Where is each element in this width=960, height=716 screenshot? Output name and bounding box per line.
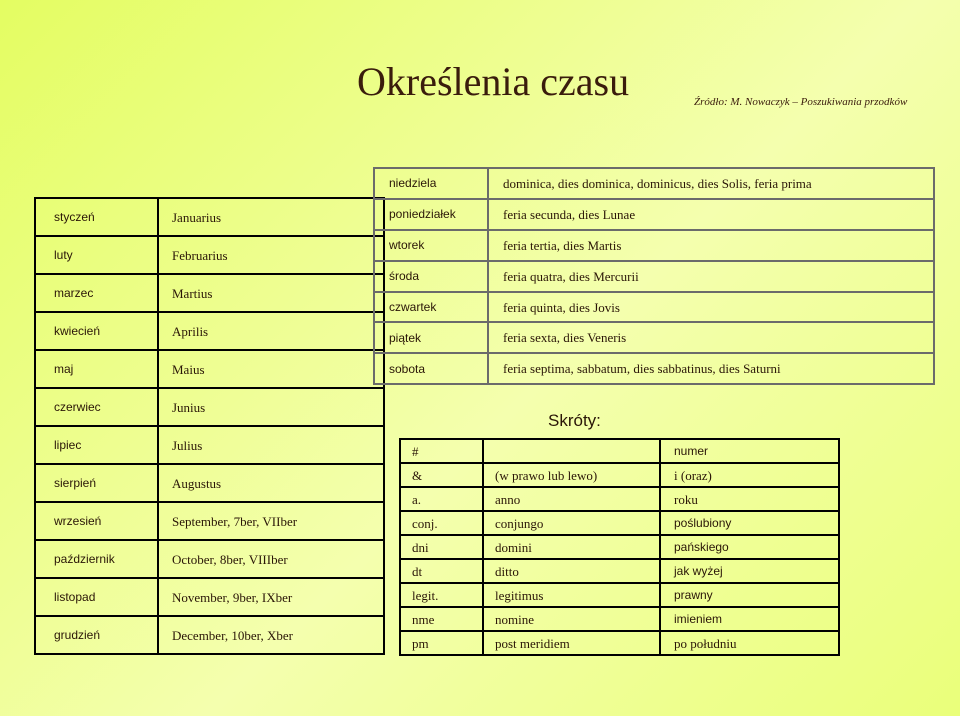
abbreviations-heading: Skróty: [548, 411, 601, 430]
table-row [35, 464, 384, 502]
abbr-polish: numer [660, 439, 839, 463]
abbr-polish: jak wyżej [660, 559, 839, 583]
day-polish: czwartek [374, 292, 488, 323]
table-row [374, 230, 934, 261]
table-row [35, 388, 384, 426]
table-row [400, 439, 839, 463]
day-latin: feria septima, sabbatum, dies sabbatinus, dies Saturni [488, 353, 934, 384]
month-polish: luty [35, 236, 158, 274]
table-row [35, 350, 384, 388]
table-row [400, 535, 839, 559]
table-row [400, 463, 839, 487]
month-latin: Junius [158, 388, 384, 426]
abbr-latin: anno [483, 487, 660, 511]
month-polish: grudzień [35, 616, 158, 654]
month-polish: maj [35, 350, 158, 388]
table-row [35, 236, 384, 274]
month-latin: September, 7ber, VIIber [158, 502, 384, 540]
day-latin: feria quatra, dies Mercurii [488, 261, 934, 292]
day-polish: niedziela [374, 168, 488, 199]
abbr-polish: pańskiego [660, 535, 839, 559]
table-row [35, 426, 384, 464]
table-row [400, 559, 839, 583]
day-latin: feria quinta, dies Jovis [488, 292, 934, 323]
month-latin: Maius [158, 350, 384, 388]
abbr-code: a. [400, 487, 483, 511]
day-latin: dominica, dies dominica, dominicus, dies Solis, feria prima [488, 168, 934, 199]
abbr-polish: po południu [660, 631, 839, 655]
month-polish: czerwiec [35, 388, 158, 426]
abbr-latin [483, 439, 660, 463]
abbr-code: pm [400, 631, 483, 655]
table-row [35, 616, 384, 654]
abbr-code: nme [400, 607, 483, 631]
table-row [35, 502, 384, 540]
day-latin: feria sexta, dies Veneris [488, 322, 934, 353]
abbr-latin: conjungo [483, 511, 660, 535]
month-polish: marzec [35, 274, 158, 312]
month-latin: Martius [158, 274, 384, 312]
table-row [374, 292, 934, 323]
abbr-latin: legitimus [483, 583, 660, 607]
month-latin: Aprilis [158, 312, 384, 350]
abbr-code: conj. [400, 511, 483, 535]
month-polish: październik [35, 540, 158, 578]
month-latin: Februarius [158, 236, 384, 274]
abbr-latin: nomine [483, 607, 660, 631]
abbr-polish: i (oraz) [660, 463, 839, 487]
page-title: Określenia czasu [357, 59, 630, 104]
days-table [373, 167, 935, 385]
day-polish: środa [374, 261, 488, 292]
table-row [400, 607, 839, 631]
abbr-polish: imieniem [660, 607, 839, 631]
abbr-code: legit. [400, 583, 483, 607]
table-row [400, 511, 839, 535]
abbr-latin: post meridiem [483, 631, 660, 655]
table-row [374, 168, 934, 199]
table-row [35, 578, 384, 616]
source-citation: Źródło: M. Nowaczyk – Poszukiwania przodków [694, 96, 908, 108]
day-polish: sobota [374, 353, 488, 384]
month-latin: Januarius [158, 198, 384, 236]
abbr-polish: poślubiony [660, 511, 839, 535]
abbr-code: dni [400, 535, 483, 559]
abbr-latin: (w prawo lub lewo) [483, 463, 660, 487]
month-polish: lipiec [35, 426, 158, 464]
day-latin: feria tertia, dies Martis [488, 230, 934, 261]
abbr-polish: roku [660, 487, 839, 511]
month-latin: October, 8ber, VIIIber [158, 540, 384, 578]
month-latin: Augustus [158, 464, 384, 502]
abbr-latin: domini [483, 535, 660, 559]
abbr-code: & [400, 463, 483, 487]
month-latin: December, 10ber, Xber [158, 616, 384, 654]
month-polish: wrzesień [35, 502, 158, 540]
abbr-code: dt [400, 559, 483, 583]
table-row [400, 631, 839, 655]
day-polish: poniedziałek [374, 199, 488, 230]
table-row [35, 274, 384, 312]
month-polish: listopad [35, 578, 158, 616]
table-row [400, 487, 839, 511]
day-polish: piątek [374, 322, 488, 353]
day-latin: feria secunda, dies Lunae [488, 199, 934, 230]
abbr-code: # [400, 439, 483, 463]
month-polish: kwiecień [35, 312, 158, 350]
month-polish: styczeń [35, 198, 158, 236]
month-latin: November, 9ber, IXber [158, 578, 384, 616]
table-row [35, 198, 384, 236]
table-row [374, 199, 934, 230]
table-row [400, 583, 839, 607]
month-polish: sierpień [35, 464, 158, 502]
table-row [374, 353, 934, 384]
abbreviations-table [399, 438, 840, 656]
table-row [35, 540, 384, 578]
abbr-polish: prawny [660, 583, 839, 607]
months-table [34, 197, 385, 655]
table-row [35, 312, 384, 350]
day-polish: wtorek [374, 230, 488, 261]
abbr-latin: ditto [483, 559, 660, 583]
table-row [374, 322, 934, 353]
table-row [374, 261, 934, 292]
month-latin: Julius [158, 426, 384, 464]
